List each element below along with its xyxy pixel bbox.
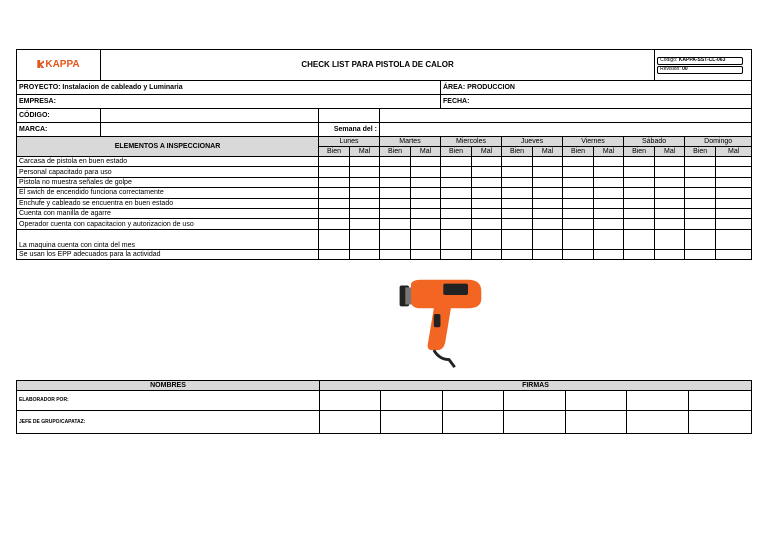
check-cell[interactable] <box>441 219 472 229</box>
check-cell[interactable] <box>350 219 380 229</box>
day-header: Miercoles <box>441 137 502 147</box>
check-cell[interactable] <box>502 219 533 229</box>
semana-value <box>380 123 752 137</box>
elaborado-label: ELABORADOR POR: <box>17 391 320 411</box>
check-cell[interactable] <box>411 229 441 249</box>
check-cell[interactable] <box>411 188 441 198</box>
mal-header: Mal <box>655 147 685 157</box>
page-title: CHECK LIST PARA PISTOLA DE CALOR <box>101 50 655 81</box>
check-cell[interactable] <box>563 188 594 198</box>
check-cell[interactable] <box>624 249 655 259</box>
check-cell[interactable] <box>533 208 563 218</box>
check-cell[interactable] <box>350 188 380 198</box>
firmas-header: FIRMAS <box>320 381 752 391</box>
check-cell[interactable] <box>350 229 380 249</box>
check-cell[interactable] <box>411 198 441 208</box>
check-cell[interactable] <box>411 249 441 259</box>
kappa-logo-icon <box>37 60 44 68</box>
check-cell[interactable] <box>563 177 594 187</box>
company-logo: KAPPA <box>17 50 101 81</box>
check-cell[interactable] <box>563 157 594 167</box>
check-cell[interactable] <box>350 208 380 218</box>
check-cell[interactable] <box>319 167 350 177</box>
check-cell[interactable] <box>441 229 472 249</box>
checklist-row <box>17 219 752 229</box>
check-cell[interactable] <box>563 229 594 249</box>
check-cell[interactable] <box>380 177 411 187</box>
mal-header: Mal <box>411 147 441 157</box>
check-cell[interactable] <box>502 157 533 167</box>
checklist-item-label: Personal capacitado para uso <box>17 167 319 177</box>
check-cell[interactable] <box>594 167 624 177</box>
check-cell[interactable] <box>380 167 411 177</box>
check-cell[interactable] <box>685 198 716 208</box>
check-cell[interactable] <box>594 188 624 198</box>
bien-header: Bien <box>319 147 350 157</box>
check-cell[interactable] <box>594 249 624 259</box>
check-cell[interactable] <box>380 157 411 167</box>
nombres-header: NOMBRES <box>17 381 320 391</box>
check-cell[interactable] <box>655 249 685 259</box>
check-cell[interactable] <box>594 198 624 208</box>
codigo-value <box>101 109 319 123</box>
proyecto-field: PROYECTO: Instalacion de cableado y Luminaria <box>17 81 441 95</box>
check-cell[interactable] <box>502 188 533 198</box>
check-cell[interactable] <box>533 219 563 229</box>
bien-header: Bien <box>563 147 594 157</box>
check-cell[interactable] <box>594 219 624 229</box>
check-cell[interactable] <box>685 188 716 198</box>
check-cell[interactable] <box>716 229 752 249</box>
items-header: ELEMENTOS A INSPECCIONAR <box>17 137 319 157</box>
check-cell[interactable] <box>624 198 655 208</box>
check-cell[interactable] <box>594 177 624 187</box>
check-cell[interactable] <box>380 188 411 198</box>
check-cell[interactable] <box>533 249 563 259</box>
check-cell[interactable] <box>716 219 752 229</box>
checklist-item-label: El swich de encendido funciona correctamente <box>17 188 319 198</box>
marca-label: MARCA: <box>17 123 101 137</box>
check-cell[interactable] <box>472 198 502 208</box>
check-cell[interactable] <box>319 188 350 198</box>
check-cell[interactable] <box>655 177 685 187</box>
signature-cell[interactable] <box>504 411 566 434</box>
codigo-extra <box>319 109 380 123</box>
check-cell[interactable] <box>472 177 502 187</box>
signature-cell[interactable] <box>320 411 381 434</box>
check-cell[interactable] <box>533 188 563 198</box>
check-cell[interactable] <box>594 157 624 167</box>
checklist-row <box>17 198 752 208</box>
check-cell[interactable] <box>655 167 685 177</box>
signature-cell[interactable] <box>504 391 566 411</box>
check-cell[interactable] <box>594 208 624 218</box>
signature-cell[interactable] <box>627 391 689 411</box>
check-cell[interactable] <box>624 229 655 249</box>
check-cell[interactable] <box>685 157 716 167</box>
mal-header: Mal <box>716 147 752 157</box>
check-cell[interactable] <box>533 167 563 177</box>
signature-cell[interactable] <box>443 411 504 434</box>
checklist-row <box>17 208 752 218</box>
check-cell[interactable] <box>563 219 594 229</box>
mal-header: Mal <box>533 147 563 157</box>
bien-header: Bien <box>502 147 533 157</box>
check-cell[interactable] <box>441 208 472 218</box>
check-cell[interactable] <box>655 157 685 167</box>
check-cell[interactable] <box>411 177 441 187</box>
signature-table <box>16 380 752 434</box>
signature-cell[interactable] <box>689 391 752 411</box>
mal-header: Mal <box>350 147 380 157</box>
heat-gun-icon <box>392 276 487 371</box>
code-field: Código: KAPPA-SST-CL-063 <box>657 57 743 65</box>
check-cell[interactable] <box>685 208 716 218</box>
check-cell[interactable] <box>502 167 533 177</box>
check-cell[interactable] <box>533 177 563 187</box>
check-cell[interactable] <box>319 198 350 208</box>
check-cell[interactable] <box>472 229 502 249</box>
checklist-item-label: Enchufe y cableado se encuentra en buen estado <box>17 198 319 208</box>
bien-header: Bien <box>624 147 655 157</box>
check-cell[interactable] <box>411 219 441 229</box>
check-cell[interactable] <box>411 157 441 167</box>
check-cell[interactable] <box>716 177 752 187</box>
check-cell[interactable] <box>380 208 411 218</box>
check-cell[interactable] <box>380 249 411 259</box>
area-field: ÁREA: PRODUCCION <box>441 81 752 95</box>
check-cell[interactable] <box>319 229 350 249</box>
check-cell[interactable] <box>411 167 441 177</box>
check-cell[interactable] <box>472 157 502 167</box>
check-cell[interactable] <box>655 208 685 218</box>
checklist-row <box>17 157 752 167</box>
check-cell[interactable] <box>624 157 655 167</box>
check-cell[interactable] <box>350 198 380 208</box>
day-header: Sábado <box>624 137 685 147</box>
marca-value <box>101 123 319 137</box>
signature-cell[interactable] <box>320 391 381 411</box>
check-cell[interactable] <box>472 167 502 177</box>
signature-cell[interactable] <box>443 391 504 411</box>
day-header: Martes <box>380 137 441 147</box>
check-cell[interactable] <box>502 198 533 208</box>
day-header: Lunes <box>319 137 380 147</box>
checklist-item-label: La maquina cuenta con cinta del mes <box>17 229 319 249</box>
checklist-item-label: Pistola no muestra señales de golpe <box>17 177 319 187</box>
check-cell[interactable] <box>716 188 752 198</box>
checklist-item-label: Carcasa de pistola en buen estado <box>17 157 319 167</box>
revision-field: Revisión: 00 <box>657 66 743 74</box>
checklist-item-label: Cuenta con manilla de agarre <box>17 208 319 218</box>
check-cell[interactable] <box>533 198 563 208</box>
jefe-label: JEFE DE GRUPO/CAPATAZ: <box>17 411 320 434</box>
codigo-blank <box>380 109 752 123</box>
check-cell[interactable] <box>350 249 380 259</box>
check-cell[interactable] <box>685 177 716 187</box>
check-cell[interactable] <box>716 198 752 208</box>
checklist-row <box>17 249 752 259</box>
check-cell[interactable] <box>563 208 594 218</box>
signature-cell[interactable] <box>566 411 627 434</box>
check-cell[interactable] <box>563 198 594 208</box>
signature-cell[interactable] <box>381 411 443 434</box>
checklist-table <box>16 49 752 260</box>
document-code-box <box>655 50 752 81</box>
check-cell[interactable] <box>350 167 380 177</box>
check-cell[interactable] <box>441 188 472 198</box>
signature-cell[interactable] <box>381 391 443 411</box>
check-cell[interactable] <box>533 229 563 249</box>
check-cell[interactable] <box>502 249 533 259</box>
bien-header: Bien <box>441 147 472 157</box>
check-cell[interactable] <box>624 188 655 198</box>
check-cell[interactable] <box>380 198 411 208</box>
day-header: Domingo <box>685 137 752 147</box>
check-cell[interactable] <box>655 188 685 198</box>
signature-cell[interactable] <box>566 391 627 411</box>
checklist-item-label: Operador cuenta con capacitacion y autorizacion de uso <box>17 219 319 229</box>
check-cell[interactable] <box>472 219 502 229</box>
check-cell[interactable] <box>685 249 716 259</box>
check-cell[interactable] <box>594 229 624 249</box>
checklist-item-label: Se usan los EPP adecuados para la actividad <box>17 249 319 259</box>
check-cell[interactable] <box>655 219 685 229</box>
checklist-row <box>17 167 752 177</box>
check-cell[interactable] <box>563 167 594 177</box>
check-cell[interactable] <box>685 229 716 249</box>
check-cell[interactable] <box>502 229 533 249</box>
check-cell[interactable] <box>411 208 441 218</box>
day-header: Viernes <box>563 137 624 147</box>
check-cell[interactable] <box>624 167 655 177</box>
signature-cell[interactable] <box>627 411 689 434</box>
check-cell[interactable] <box>624 219 655 229</box>
check-cell[interactable] <box>716 157 752 167</box>
day-header: Jueves <box>502 137 563 147</box>
check-cell[interactable] <box>624 208 655 218</box>
checklist-row <box>17 229 752 249</box>
codigo-label: CÓDIGO: <box>17 109 101 123</box>
check-cell[interactable] <box>624 177 655 187</box>
check-cell[interactable] <box>350 177 380 187</box>
fecha-field: FECHA: <box>441 95 752 109</box>
mal-header: Mal <box>472 147 502 157</box>
check-cell[interactable] <box>655 198 685 208</box>
check-cell[interactable] <box>441 198 472 208</box>
check-cell[interactable] <box>319 208 350 218</box>
bien-header: Bien <box>380 147 411 157</box>
check-cell[interactable] <box>319 157 350 167</box>
mal-header: Mal <box>594 147 624 157</box>
check-cell[interactable] <box>533 157 563 167</box>
check-cell[interactable] <box>563 249 594 259</box>
check-cell[interactable] <box>380 229 411 249</box>
checklist-row <box>17 177 752 187</box>
check-cell[interactable] <box>685 219 716 229</box>
check-cell[interactable] <box>472 188 502 198</box>
check-cell[interactable] <box>716 208 752 218</box>
check-cell[interactable] <box>655 229 685 249</box>
check-cell[interactable] <box>472 249 502 259</box>
bien-header: Bien <box>685 147 716 157</box>
check-cell[interactable] <box>350 157 380 167</box>
signature-cell[interactable] <box>689 411 752 434</box>
checklist-row <box>17 188 752 198</box>
check-cell[interactable] <box>319 219 350 229</box>
check-cell[interactable] <box>716 167 752 177</box>
semana-label: Semana del : <box>319 123 380 137</box>
check-cell[interactable] <box>716 249 752 259</box>
check-cell[interactable] <box>441 177 472 187</box>
check-cell[interactable] <box>685 167 716 177</box>
check-cell[interactable] <box>441 167 472 177</box>
check-cell[interactable] <box>472 208 502 218</box>
check-cell[interactable] <box>319 249 350 259</box>
check-cell[interactable] <box>441 157 472 167</box>
check-cell[interactable] <box>502 177 533 187</box>
check-cell[interactable] <box>319 177 350 187</box>
empresa-field: EMPRESA: <box>17 95 441 109</box>
check-cell[interactable] <box>502 208 533 218</box>
check-cell[interactable] <box>380 219 411 229</box>
check-cell[interactable] <box>441 249 472 259</box>
